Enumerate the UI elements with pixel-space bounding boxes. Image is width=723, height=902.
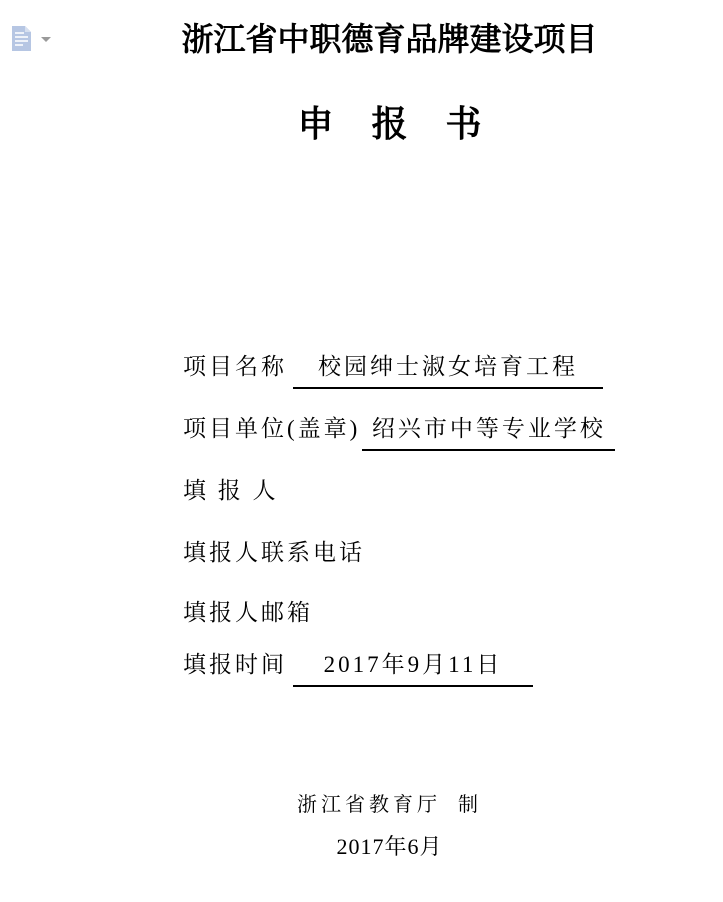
footer-issuer: 浙江省教育厅 制 [297, 794, 482, 816]
field-label: 项目名称 [183, 354, 287, 379]
document-title: 浙江省中职德育品牌建设项目 [181, 21, 598, 57]
field-label: 填 报 人 [183, 478, 279, 503]
field-value-underlined: 绍兴市中等专业学校 [362, 412, 615, 451]
field-row-fill-date [183, 648, 533, 687]
paste-options-button[interactable] [10, 24, 58, 56]
document-subtitle: 申 报 书 [297, 103, 482, 144]
field-value-underlined: 校园绅士淑女培育工程 [293, 350, 603, 389]
field-label: 填报人联系电话 [183, 540, 365, 565]
chevron-down-icon[interactable] [41, 37, 51, 42]
footer-date: 2017年6月 [336, 834, 443, 859]
field-label: 填报时间 [183, 652, 287, 677]
field-row-project-unit [183, 412, 615, 451]
field-row-filler-email [183, 596, 313, 630]
field-value-underlined: 2017年9月11日 [293, 648, 533, 687]
field-row-filler-name [183, 474, 279, 508]
field-label: 项目单位(盖章) [183, 416, 361, 441]
field-row-project-name [183, 350, 603, 389]
field-label: 填报人邮箱 [183, 600, 313, 625]
field-row-filler-phone [183, 536, 365, 570]
paste-document-icon [10, 25, 33, 52]
